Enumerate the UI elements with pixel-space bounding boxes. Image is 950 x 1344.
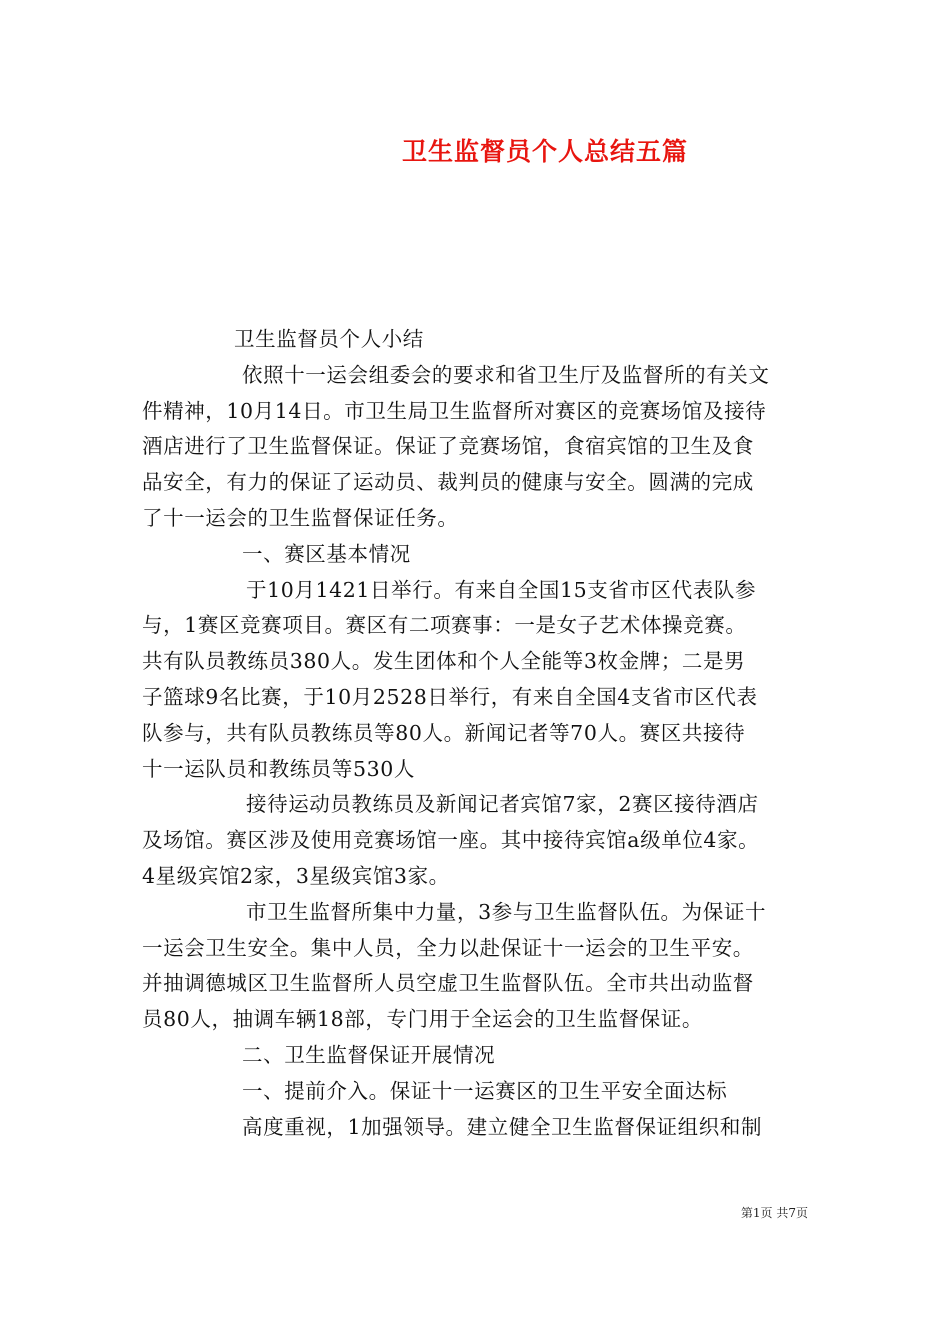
paragraph-line: 队参与，共有队员教练员等80人。新闻记者等70人。赛区共接待 <box>142 720 746 745</box>
section-heading: 卫生监督员个人小结 <box>234 327 424 351</box>
paragraph-line: 十一运队员和教练员等530人 <box>142 756 416 781</box>
paragraph-line: 共有队员教练员380人。发生团体和个人全能等3枚金牌；二是男 <box>142 649 746 674</box>
section-heading: 一、赛区基本情况 <box>242 541 411 566</box>
paragraph-line: 品安全，有力的保证了运动员、裁判员的健康与安全。圆满的完成 <box>142 470 754 495</box>
paragraph-line: 依照十一运会组委会的要求和省卫生厅及监督所的有关文 <box>242 362 770 387</box>
paragraph-line: 件精神，10月14日。市卫生局卫生监督所对赛区的竞赛场馆及接待 <box>142 398 767 423</box>
paragraph-line: 酒店进行了卫生监督保证。保证了竞赛场馆，食宿宾馆的卫生及食 <box>142 434 754 459</box>
paragraph-line: 并抽调德城区卫生监督所人员空虚卫生监督队伍。全市共出动监督 <box>142 971 754 996</box>
paragraph-line: 高度重视，1加强领导。建立健全卫生监督保证组织和制 <box>242 1114 763 1139</box>
paragraph-line: 4星级宾馆2家，3星级宾馆3家。 <box>142 863 450 888</box>
document-body <box>142 322 822 1145</box>
paragraph-line: 一运会卫生安全。集中人员，全力以赴保证十一运会的卫生平安。 <box>142 935 754 960</box>
paragraph-line: 及场馆。赛区涉及使用竞赛场馆一座。其中接待宾馆a级单位4家。 <box>142 828 760 853</box>
paragraph-line: 子篮球9名比赛，于10月2528日举行，有来自全国4支省市区代表 <box>142 684 758 709</box>
subsection-heading: 一、提前介入。保证十一运赛区的卫生平安全面达标 <box>242 1078 728 1103</box>
paragraph-line: 员80人，抽调车辆18部，专门用于全运会的卫生监督保证。 <box>142 1007 703 1032</box>
document-title: 卫生监督员个人总结五篇 <box>401 137 688 166</box>
paragraph-line: 与，1赛区竞赛项目。赛区有二项赛事：一是女子艺术体操竞赛。 <box>142 613 747 638</box>
page-number-footer: 第1页 共7页 <box>740 1206 808 1220</box>
paragraph-line: 市卫生监督所集中力量，3参与卫生监督队伍。为保证十 <box>246 899 767 924</box>
section-heading: 二、卫生监督保证开展情况 <box>242 1042 496 1067</box>
paragraph-line: 于10月1421日举行。有来自全国15支省市区代表队参 <box>246 577 757 602</box>
paragraph-line: 接待运动员教练员及新闻记者宾馆7家，2赛区接待酒店 <box>246 792 759 817</box>
paragraph-line: 了十一运会的卫生监督保证任务。 <box>142 505 459 530</box>
